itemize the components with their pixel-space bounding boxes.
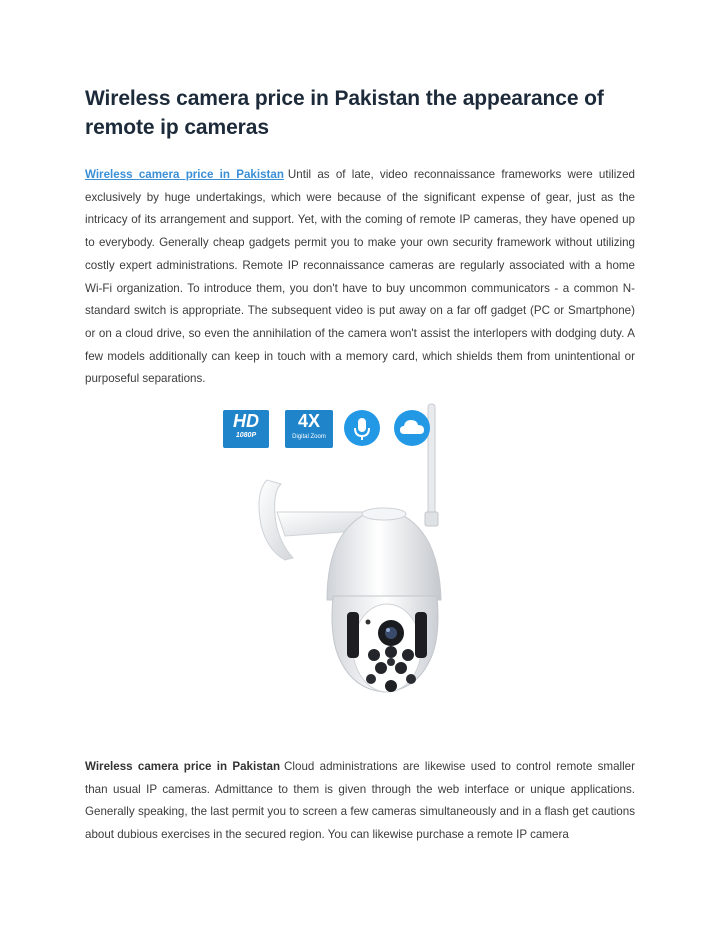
feature-badges	[219, 410, 439, 452]
cloud-icon	[394, 410, 430, 446]
second-paragraph	[85, 756, 635, 847]
wireless-camera-price-link[interactable]: Wireless camera price in Pakistan	[85, 168, 284, 181]
hd-badge-sublabel: 1080P	[235, 432, 257, 439]
page-title: Wireless camera price in Pakistan the appearance of remote ip cameras	[85, 87, 604, 139]
digital-zoom-badge	[285, 410, 333, 448]
second-paragraph-lead: Wireless camera price in Pakistan	[85, 760, 281, 773]
hd-1080p-badge	[223, 410, 269, 448]
second-paragraph-text: Cloud administrations are likewise used to control remote smaller than usual IP cameras. Admittance to them is given through the web interface or unique applications. Generally speaking, the last permit you to screen a few cameras simultaneously and in a flash get cautions about dubious exercises in the secured region. You can likewise purchase a remote IP camera	[85, 760, 635, 842]
product-image-ptz-camera	[215, 400, 455, 700]
intro-paragraph	[85, 164, 635, 391]
zoom-badge-label: 4X	[297, 411, 321, 431]
hd-badge-label: HD	[233, 411, 259, 431]
intro-paragraph-text: Until as of late, video reconnaissance frameworks were utilized exclusively by huge undertakings, which were because of the significant expense of gear, just as the intricacy of its arrangement and support. Yet, with the coming of remote IP cameras, they have opened up to everybody. Generally cheap gadgets permit you to make your own security framework without utilizing costly expert administrations. Remote IP reconnaissance cameras are regularly associated with a home Wi-Fi organization. To introduce them, you don't have to buy uncommon communicators - a common N-standard switch is appropriate. The subsequent video is put away on a far off gadget (PC or Smartphone) or on a cloud drive, so even the annihilation of the camera won't assist the interlopers with dodging duty. A few models additionally can keep in touch with a memory card, which shields them from unintentional or purposeful separations.	[85, 168, 635, 386]
microphone-icon	[344, 410, 380, 446]
zoom-badge-sublabel: Digital Zoom	[292, 434, 326, 440]
